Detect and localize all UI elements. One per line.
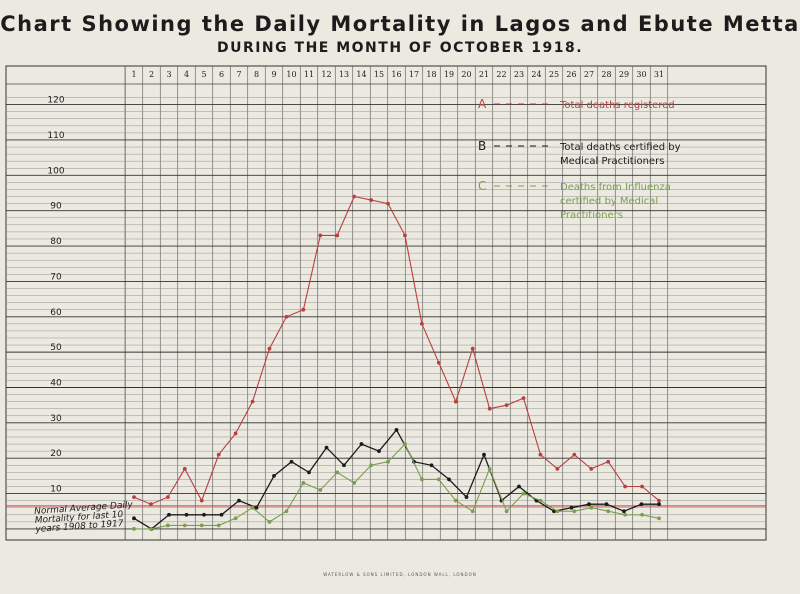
x-tick-label: 23 [513,70,525,79]
x-tick-label: 14 [356,70,367,79]
x-tick-label: 21 [478,70,490,79]
series-point-B [237,499,241,503]
series-point-A [589,467,593,471]
series-point-A [268,347,272,351]
y-tick-label: 30 [50,413,62,424]
series-point-A [420,322,424,326]
series-point-C [640,513,644,517]
series-point-A [555,467,559,471]
y-tick-label: 10 [50,484,62,495]
series-point-B [482,453,486,457]
series-point-C [471,509,475,513]
series-point-B [622,509,626,513]
series-point-C [234,516,238,520]
printer-imprint: WATERLOW & SONS LIMITED, LONDON WALL, LONDON [323,572,477,577]
x-tick-label: 13 [338,70,350,79]
series-point-B [307,470,311,474]
y-tick-label: 120 [47,95,65,106]
series-point-C [505,509,509,513]
series-point-C [572,509,576,513]
series-point-A [132,495,136,499]
x-tick-label: 31 [653,70,665,79]
series-point-B [395,428,399,432]
legend-text: Total deaths certified by Medical Practitioners [560,142,681,167]
series-point-A [539,453,543,457]
series-point-B [447,478,451,482]
y-tick-label: 50 [50,343,62,354]
y-tick-label: 60 [50,307,62,318]
series-point-C [606,509,610,513]
x-tick-label: 24 [531,70,542,79]
series-point-B [657,502,661,506]
series-point-A [403,234,407,238]
series-point-C [589,506,593,510]
series-point-B [325,446,329,450]
y-tick-label: 70 [50,272,62,283]
series-point-A [488,407,492,411]
y-tick-label: 110 [47,130,65,141]
series-point-C [657,516,661,520]
series-point-B [220,513,224,517]
series-point-A [166,495,170,499]
series-point-B [430,463,434,467]
x-tick-label: 2 [148,70,155,79]
series-point-C [318,488,322,492]
x-tick-label: 3 [166,70,172,79]
series-point-C [555,509,559,513]
series-point-A [369,198,373,202]
x-tick-label: 22 [496,70,507,79]
series-point-C [251,506,255,510]
y-tick-label: 80 [50,237,62,248]
x-tick-label: 6 [218,70,225,79]
series-point-C [149,527,153,531]
series-point-C [369,463,373,467]
x-tick-label: 18 [426,70,437,79]
x-tick-label: 12 [321,70,332,79]
series-point-A [522,396,526,400]
series-point-A [285,315,289,319]
x-tick-label: 25 [548,70,560,79]
series-point-A [386,202,390,206]
series-point-A [318,234,322,238]
plot-frame [6,66,766,540]
series-point-A [640,485,644,489]
legend-text: Deaths from Influenza certified by Medical Practitioners [560,182,671,221]
series-point-B [272,474,276,478]
series-point-A [572,453,576,457]
series-point-A [149,502,153,506]
series-point-C [539,499,543,503]
series-point-C [488,467,492,471]
series-point-A [200,499,204,503]
x-tick-label: 19 [443,70,455,79]
x-tick-label: 27 [583,70,595,79]
chart-subtitle: DURING THE MONTH OF OCTOBER 1918. [216,40,584,56]
series-point-A [217,453,221,457]
series-point-A [623,485,627,489]
series-point-A [335,234,339,238]
legend-text: Total deaths registered [560,100,675,111]
series-point-C [200,523,204,527]
series-point-A [301,308,305,312]
series-point-A [234,432,238,436]
legend-letter: A [478,97,487,111]
x-tick-label: 29 [618,70,630,79]
series-point-C [183,523,187,527]
chart-title: Chart Showing the Daily Mortality in Lagos and Ebute Metta [0,12,800,36]
series-point-A [505,403,509,407]
x-tick-label: 16 [391,70,402,79]
series-point-C [166,523,170,527]
legend-letter: C [478,179,487,193]
series-point-A [657,499,661,503]
x-tick-label: 17 [408,70,420,79]
series-point-B [640,502,644,506]
x-tick-label: 8 [253,70,260,79]
series-point-B [360,442,364,446]
x-tick-label: 9 [271,70,277,79]
series-point-C [217,523,221,527]
series-point-B [605,502,609,506]
series-point-C [335,470,339,474]
series-point-B [570,506,574,510]
series-point-A [454,400,458,404]
series-point-C [301,481,305,485]
y-tick-label: 20 [50,449,62,460]
series-point-A [437,361,441,365]
series-point-B [517,485,521,489]
series-point-C [454,499,458,503]
y-tick-label: 90 [50,201,62,212]
x-tick-label: 5 [201,70,207,79]
series-point-B [465,495,469,499]
series-point-B [255,506,259,510]
series-point-C [403,442,407,446]
x-tick-label: 1 [131,70,137,79]
series-point-A [352,195,356,199]
x-tick-label: 30 [636,70,647,79]
normal-average-label: Normal Average Daily Mortality for last 10 years 1908 to 1917 [33,500,134,535]
series-point-B [185,513,189,517]
x-tick-label: 10 [286,70,297,79]
series-point-C [285,509,289,513]
series-point-C [437,478,441,482]
series-point-B [342,463,346,467]
legend-letter: B [478,139,487,153]
x-tick-label: 11 [303,70,315,79]
series-point-B [202,513,206,517]
x-tick-label: 15 [373,70,385,79]
y-tick-label: 100 [47,166,65,177]
x-tick-label: 28 [601,70,612,79]
x-tick-label: 20 [461,70,472,79]
x-tick-label: 4 [183,70,190,79]
y-tick-label: 40 [50,378,62,389]
series-point-C [352,481,356,485]
series-point-C [268,520,272,524]
series-point-B [377,449,381,453]
series-point-C [386,460,390,464]
series-point-B [167,513,171,517]
series-point-B [290,460,294,464]
series-point-C [623,513,627,517]
x-tick-label: 7 [236,70,242,79]
series-point-A [183,467,187,471]
series-point-A [251,400,255,404]
series-point-C [420,478,424,482]
series-point-C [522,492,526,496]
series-point-B [587,502,591,506]
series-point-A [471,347,475,351]
x-tick-label: 26 [566,70,577,79]
series-point-A [606,460,610,464]
